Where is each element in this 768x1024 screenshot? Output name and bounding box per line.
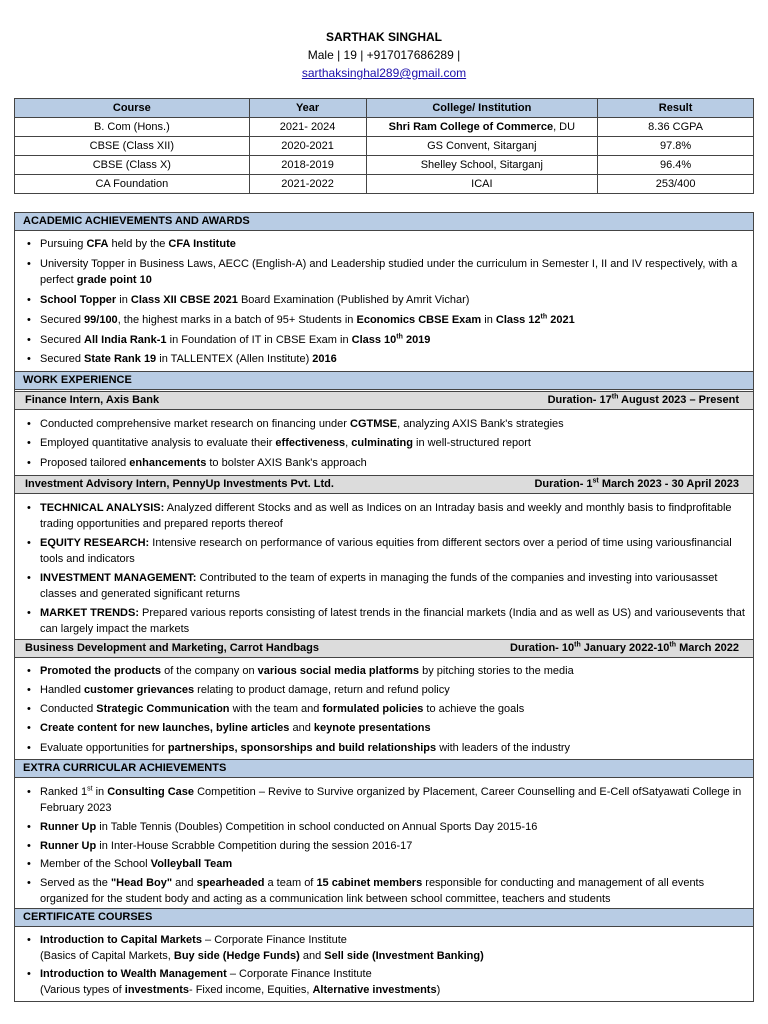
section-academic-heading: ACADEMIC ACHIEVEMENTS AND AWARDS: [15, 212, 753, 231]
course-cell: B. Com (Hons.): [15, 118, 250, 137]
list-item: • Employed quantitative analysis to evaluate their effectiveness, culminating in well-structured report: [27, 437, 531, 449]
list-item: • Conducted comprehensive market research on financing under CGTMSE, analyzing AXIS Bank's strategies: [27, 418, 564, 430]
job-title: Investment Advisory Intern, PennyUp Investments Pvt. Ltd.: [25, 478, 334, 490]
email-link[interactable]: sarthaksinghal289@gmail.com: [301, 66, 467, 80]
list-item: • Member of the School Volleyball Team: [27, 858, 233, 870]
list-item: • Evaluate opportunities for partnerships, sponsorships and build relationships with leaders of the industry: [27, 742, 571, 754]
list-item: • EQUITY RESEARCH: Intensive research on performance of various equities from different sectors over a period of time using variousfinancial tools and indicators: [27, 537, 732, 565]
list-item: • MARKET TRENDS: Prepared various reports consisting of latest trends in the financial markets (India and as well as US) and variousevents that can largely impact the markets: [27, 607, 745, 635]
list-item: • Handled customer grievances relating to product damage, return and refund policy: [27, 684, 450, 696]
col-course: Course: [15, 99, 250, 118]
institution-cell: GS Convent, Sitarganj: [366, 137, 598, 156]
table-row: [15, 137, 754, 156]
section-work-heading: WORK EXPERIENCE: [15, 371, 753, 390]
course-cell: CBSE (Class X): [15, 156, 250, 175]
year-cell: 2020-2021: [249, 137, 366, 156]
list-item: • University Topper in Business Laws, AECC (English-A) and Leadership studied under the curriculum in Semester I, II and IV respectively, with a perfect grade point 10: [27, 258, 738, 286]
table-row: [15, 175, 754, 194]
list-item: • INVESTMENT MANAGEMENT: Contributed to the team of experts in managing the funds of the companies and investing into variousasset classes and generated significant returns: [27, 572, 718, 600]
year-cell: 2018-2019: [249, 156, 366, 175]
institution-cell: Shelley School, Sitarganj: [366, 156, 598, 175]
job-duration: Duration- 10th January 2022-10th March 2022: [509, 641, 739, 654]
candidate-details: Male | 19 | +917017686289 |: [307, 48, 461, 62]
result-cell: 253/400: [598, 175, 754, 194]
list-item: • Pursuing CFA held by the CFA Institute: [27, 238, 236, 250]
institution-cell: Shri Ram College of Commerce, DU: [366, 118, 598, 137]
job-title: Business Development and Marketing, Carrot Handbags: [25, 642, 320, 654]
result-cell: 8.36 CGPA: [598, 118, 754, 137]
section-certs-heading: CERTIFICATE COURSES: [15, 908, 753, 927]
result-cell: 97.8%: [598, 137, 754, 156]
list-item: • Introduction to Wealth Management – Corporate Finance Institute (Various types of investments- Fixed income, Equities, Alternative investments): [27, 968, 441, 996]
section-extra-heading: EXTRA CURRICULAR ACHIEVEMENTS: [15, 759, 753, 778]
resume-header: [0, 28, 768, 82]
job-duration: Duration- 17th August 2023 – Present: [547, 393, 739, 406]
col-year: Year: [249, 99, 366, 118]
job-pennyup-heading: [15, 475, 753, 494]
list-item: • Runner Up in Inter-House Scrabble Competition during the session 2016-17: [27, 840, 413, 852]
list-item: • Introduction to Capital Markets – Corporate Finance Institute (Basics of Capital Markets, Buy side (Hedge Funds) and Sell side (Investment Banking): [27, 934, 484, 962]
job-duration: Duration- 1st March 2023 - 30 April 2023: [534, 477, 739, 490]
year-cell: 2021- 2024: [249, 118, 366, 137]
col-result: Result: [598, 99, 754, 118]
list-item: • Secured 99/100, the highest marks in a batch of 95+ Students in Economics CBSE Exam in Class 12th 2021: [27, 313, 575, 326]
result-cell: 96.4%: [598, 156, 754, 175]
col-institution: College/ Institution: [366, 99, 598, 118]
list-item: • Promoted the products of the company on various social media platforms by pitching stories to the media: [27, 665, 574, 677]
list-item: • Ranked 1st in Consulting Case Competition – Revive to Survive organized by Placement, Career Counselling and E-Cell ofSatyawati College in February 2023: [27, 785, 742, 814]
education-table: [14, 98, 754, 194]
table-row: [15, 156, 754, 175]
list-item: • Proposed tailored enhancements to bolster AXIS Bank's approach: [27, 457, 367, 469]
list-item: • School Topper in Class XII CBSE 2021 Board Examination (Published by Amrit Vichar): [27, 294, 470, 306]
list-item: • Secured State Rank 19 in TALLENTEX (Allen Institute) 2016: [27, 353, 337, 365]
table-row: [15, 118, 754, 137]
job-carrot-heading: [15, 639, 753, 658]
list-item: • Runner Up in Table Tennis (Doubles) Competition in school conducted on Annual Sports Day 2015-16: [27, 821, 538, 833]
year-cell: 2021-2022: [249, 175, 366, 194]
education-header-row: [15, 99, 754, 118]
list-item: • Conducted Strategic Communication with the team and formulated policies to achieve the goals: [27, 703, 525, 715]
resume-body: [14, 212, 754, 1002]
job-axis-heading: [15, 391, 753, 410]
candidate-name: SARTHAK SINGHAL: [326, 30, 442, 44]
job-title: Finance Intern, Axis Bank: [25, 394, 160, 406]
course-cell: CA Foundation: [15, 175, 250, 194]
list-item: • Create content for new launches, byline articles and keynote presentations: [27, 722, 431, 734]
list-item: • Secured All India Rank-1 in Foundation of IT in CBSE Exam in Class 10th 2019: [27, 333, 431, 346]
course-cell: CBSE (Class XII): [15, 137, 250, 156]
list-item: • TECHNICAL ANALYSIS: Analyzed different Stocks and as well as Indices on an Intraday basis and weekly and monthly basis to findprofitable trading opportunities and prepared reports thereof: [27, 502, 732, 530]
list-item: • Served as the "Head Boy" and spearheaded a team of 15 cabinet members responsible for conducting and management of all events organized for the student body and acting as a communication link between school committee, teachers and students: [27, 877, 705, 905]
institution-cell: ICAI: [366, 175, 598, 194]
